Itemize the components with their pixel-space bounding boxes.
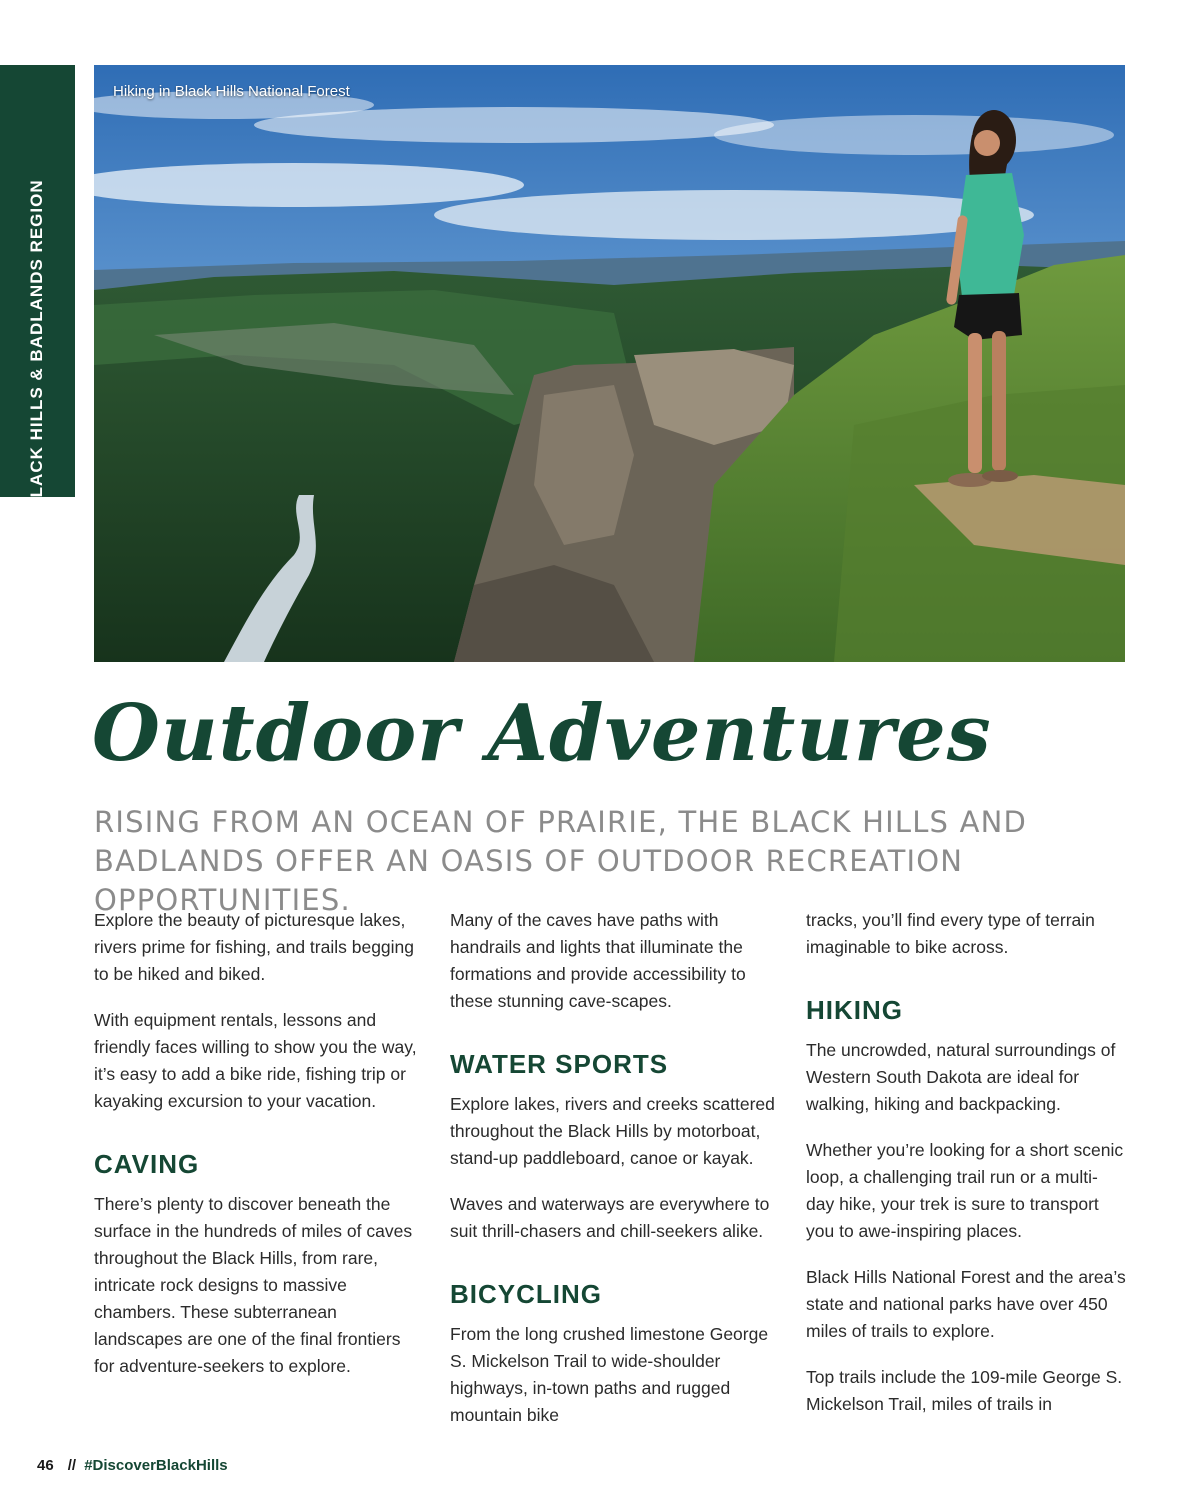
intro-paragraph-1: Explore the beauty of picturesque lakes, rivers prime for fishing, and trails begging to be hiked and biked.	[94, 910, 415, 984]
footer-separator: //	[67, 1457, 77, 1474]
hiking-landscape-image	[94, 65, 1125, 662]
intro-paragraph-2: With equipment rentals, lessons and friendly faces willing to show you the way, it’s easy to add a bike ride, fishing trip or kayaking excursion to your vacation.	[94, 1010, 417, 1111]
hiking-paragraph-3: Black Hills National Forest and the area’s state and national parks have over 450 miles of trails to explore.	[806, 1267, 1126, 1341]
column-1	[94, 907, 422, 1399]
photo-caption: Hiking in Black Hills National Forest	[113, 83, 350, 100]
page-title: Outdoor Adventures	[92, 688, 992, 779]
footer-hashtag: #DiscoverBlackHills	[84, 1457, 228, 1474]
bicycling-paragraph-1: From the long crushed limestone George S. Mickelson Trail to wide-shoulder highways, in-town paths and rugged mountain bike	[450, 1324, 769, 1425]
column-2	[450, 907, 778, 1448]
region-label: BLACK HILLS & BADLANDS REGION	[27, 179, 46, 511]
region-side-tab	[0, 65, 75, 511]
hiking-paragraph-2: Whether you’re looking for a short scenic loop, a challenging trail run or a multi-day hike, your trek is sure to transport you to awe-inspiring places.	[806, 1140, 1124, 1241]
bicycling-paragraph-continued: tracks, you’ll find every type of terrain imaginable to bike across.	[806, 910, 1095, 957]
caving-heading: CAVING	[94, 1149, 200, 1179]
page-number: 46	[37, 1457, 54, 1474]
caving-paragraph-2: Many of the caves have paths with handrails and lights that illuminate the formations and provide accessibility to these stunning cave-scapes.	[450, 910, 746, 1011]
hiking-paragraph-1: The uncrowded, natural surroundings of Western South Dakota are ideal for walking, hiking and backpacking.	[806, 1040, 1116, 1114]
subhead: RISING FROM AN OCEAN OF PRAIRIE, THE BLACK HILLS AND BADLANDS OFFER AN OASIS OF OUTDOOR RECREATION OPPORTUNITIES.	[94, 805, 1028, 917]
water-sports-heading: WATER SPORTS	[450, 1049, 669, 1079]
water-sports-paragraph-2: Waves and waterways are everywhere to suit thrill-chasers and chill-seekers alike.	[450, 1194, 770, 1241]
page-footer	[37, 1457, 228, 1474]
hiking-paragraph-4: Top trails include the 109-mile George S. Mickelson Trail, miles of trails in	[806, 1367, 1123, 1414]
column-3	[806, 907, 1126, 1437]
caving-paragraph-1: There’s plenty to discover beneath the surface in the hundreds of miles of caves throughout the Black Hills, from rare, intricate rock designs to massive chambers. These subterranean landscapes are one of the final frontiers for adventure-seekers to explore.	[94, 1194, 413, 1376]
hiking-heading: HIKING	[806, 995, 903, 1025]
bicycling-heading: BICYCLING	[450, 1279, 602, 1309]
water-sports-paragraph-1: Explore lakes, rivers and creeks scattered throughout the Black Hills by motorboat, stand-up paddleboard, canoe or kayak.	[450, 1094, 775, 1168]
hero-photo	[94, 65, 1125, 662]
